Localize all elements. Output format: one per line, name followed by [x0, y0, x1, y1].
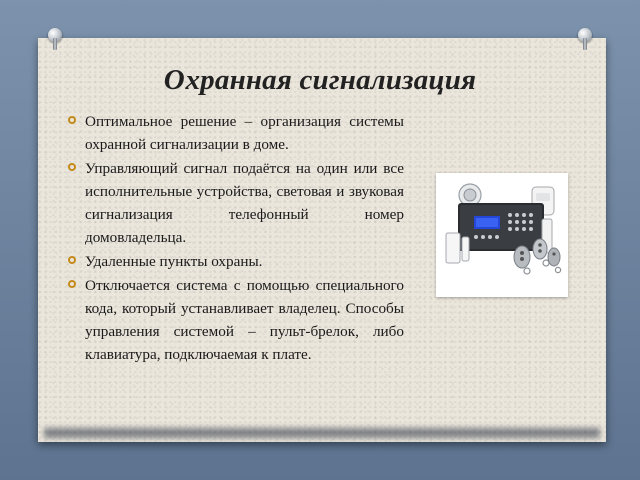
bullet-marker-icon [68, 116, 76, 124]
bullet-item: Отключается система с помощью специального кода, который устанавливает владелец. Способы управления системой – пульт-брелок, либо клавиатура, подключаемая к плате. [68, 274, 404, 366]
slide-title: Охранная сигнализация [163, 64, 477, 96]
bullet-marker-icon [68, 280, 76, 288]
bullet-list [68, 110, 404, 367]
bullet-item: Управляющий сигнал подаётся на один или все исполнительные устройства, световая и звуковая сигнализация телефонный номер домовладельца. [68, 157, 404, 249]
bullet-item: Оптимальное решение – организация системы охранной сигнализации в доме. [68, 110, 404, 156]
slide-shadow [44, 428, 600, 438]
pushpin-icon [578, 28, 592, 50]
bullet-marker-icon [68, 256, 76, 264]
bullet-item: Удаленные пункты охраны. [68, 250, 404, 273]
pushpin-icon [48, 28, 62, 50]
bullet-marker-icon [68, 163, 76, 171]
alarm-system-kit-icon [436, 173, 568, 297]
